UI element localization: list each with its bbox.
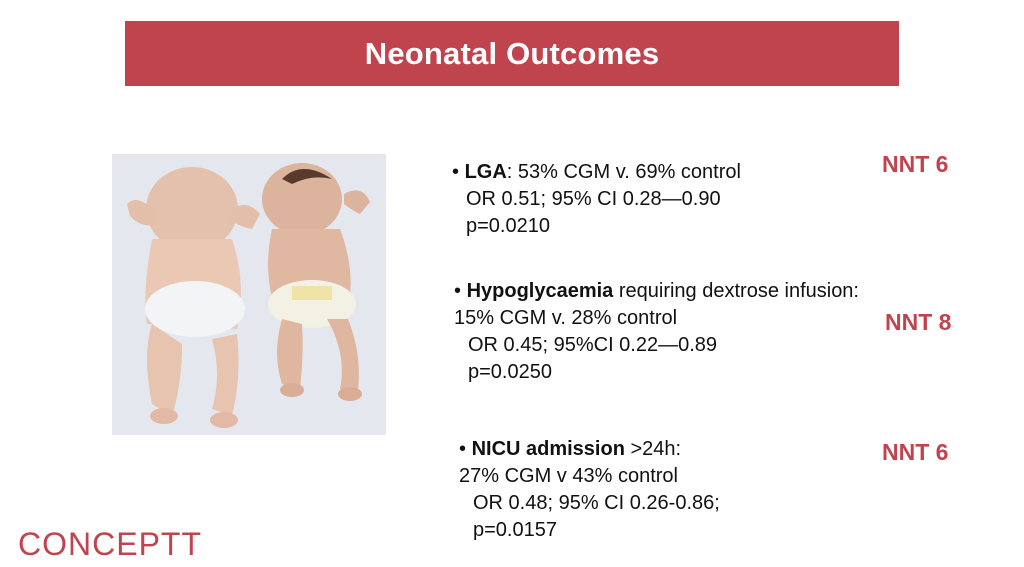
bullet-nicu-or: OR 0.48; 95% CI 0.26-0.86; [473, 492, 720, 514]
logo-text: CONCEPTT [18, 526, 202, 562]
bullet-nicu-line2: 27% CGM v 43% control [459, 465, 678, 487]
newborns-illustration [112, 154, 386, 435]
bullet-lga-bold: LGA [464, 161, 507, 183]
nnt-lga: NNT 6 [882, 151, 949, 177]
bullet-hypo-bold: Hypoglycaemia [466, 280, 614, 302]
bullet-lga-heading: • LGA: 53% CGM v. 69% control [452, 161, 741, 183]
bullet-hypoglycaemia [454, 278, 859, 386]
bullet-lga [452, 159, 741, 240]
bullet-lga-p: p=0.0210 [466, 215, 550, 237]
nnt-hypoglycaemia: NNT 8 [885, 309, 952, 335]
bullet-lga-or: OR 0.51; 95% CI 0.28—0.90 [466, 188, 721, 210]
bullet-hypo-heading: • Hypoglycaemia requiring dextrose infusion: [454, 280, 859, 302]
bullet-hypo-line2: 15% CGM v. 28% control [454, 307, 678, 329]
newborns-photo [112, 154, 386, 435]
title-banner [125, 21, 899, 86]
bullet-lga-rest: : 53% CGM v. 69% control [506, 161, 741, 183]
bullet-nicu [459, 436, 720, 544]
bullet-hypo-or: OR 0.45; 95%CI 0.22—0.89 [468, 334, 718, 356]
bullet-nicu-heading: • NICU admission >24h: [459, 438, 682, 460]
bullet-hypo-p: p=0.0250 [468, 361, 552, 383]
bullet-nicu-p: p=0.0157 [473, 519, 557, 541]
bullet-hypo-rest: requiring dextrose infusion: [613, 280, 859, 302]
slide-title: Neonatal Outcomes [364, 35, 660, 71]
bullet-nicu-bold: NICU admission [471, 438, 625, 460]
nnt-nicu: NNT 6 [882, 439, 949, 465]
bullet-nicu-rest: >24h: [624, 438, 682, 460]
